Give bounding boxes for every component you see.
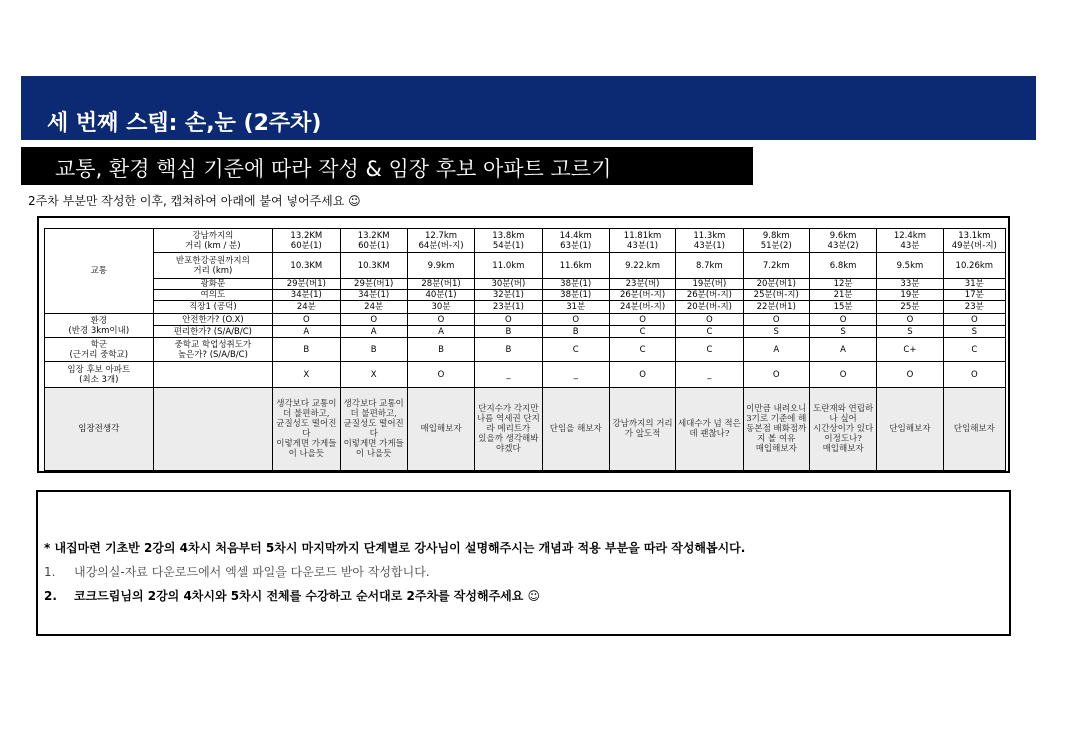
value-cell: _: [475, 362, 542, 388]
value-cell: O: [743, 362, 809, 388]
value-cell: 11.6km: [542, 253, 609, 279]
category-cell-thoughts: 임장전생각: [45, 388, 154, 471]
note-number: 1.: [44, 565, 56, 579]
apartment-table-panel: [37, 216, 1010, 473]
value-cell: 10.3KM: [273, 253, 340, 279]
value-cell: O: [609, 362, 675, 388]
value-cell: B: [340, 338, 407, 362]
value-cell: 29분(버1): [340, 279, 407, 290]
value-cell: C: [676, 326, 743, 338]
note-text: 코크드림님의 2강의 4차시와 5차시 전체를 수강하고 순서대로 2주차를 작성해주세요 ☺: [74, 589, 541, 603]
value-cell: X: [273, 362, 340, 388]
value-cell: S: [943, 326, 1005, 338]
subtitle-bar: [21, 147, 753, 185]
value-cell: O: [676, 314, 743, 326]
value-cell: 10.3KM: [340, 253, 407, 279]
value-cell: O: [877, 362, 943, 388]
value-cell: O: [407, 314, 474, 326]
value-cell: O: [943, 314, 1005, 326]
criterion-cell-han-river: 반포한강공원까지의 거리 (km): [153, 253, 273, 279]
handwritten-note-cell: 단지수가 각지만 나름 역세권 단지라 메리트가 있을까 생각해봐야겠다: [475, 388, 542, 471]
value-cell: 24분: [273, 301, 340, 314]
notes-panel: [36, 490, 1011, 636]
value-cell: A: [809, 338, 876, 362]
value-cell: O: [877, 314, 943, 326]
value-cell: 40분(1): [407, 290, 474, 301]
value-cell: O: [743, 314, 809, 326]
value-cell: 24분(버-지): [609, 301, 675, 314]
banner-title: 세 번째 스텝: 손,눈 (2주차): [47, 111, 322, 136]
value-cell: 6.8km: [809, 253, 876, 279]
value-cell: 17분: [943, 290, 1005, 301]
value-cell: C: [609, 338, 675, 362]
handwritten-note-cell: 도란재와 연립하나 싶어 시간상이가 있다 이정도나? 매입해보자: [809, 388, 876, 471]
value-cell: X: [340, 362, 407, 388]
value-cell: S: [743, 326, 809, 338]
value-cell: A: [743, 338, 809, 362]
value-cell: B: [542, 326, 609, 338]
category-cell-env: 환경 (반경 3km이내): [45, 314, 154, 338]
table-row-job1: [45, 301, 1006, 314]
criterion-cell-safety: 안전한가? (O.X): [153, 314, 273, 326]
value-cell: 20분(버1): [743, 279, 809, 290]
value-cell: 19분(버): [676, 279, 743, 290]
criterion-cell-gwanghwamun: 광화문: [153, 279, 273, 290]
value-cell: 38분(1): [542, 279, 609, 290]
value-cell: 24분: [340, 301, 407, 314]
criterion-cell-candidate: [153, 362, 273, 388]
header-banner: [21, 76, 1036, 140]
value-cell: 34분(1): [340, 290, 407, 301]
category-cell-school: 학군 (근거리 중학교): [45, 338, 154, 362]
value-cell: 14.4km 63분(1): [542, 229, 609, 253]
value-cell: A: [340, 326, 407, 338]
criterion-cell-yeouido: 여의도: [153, 290, 273, 301]
value-cell: 23분: [943, 301, 1005, 314]
handwritten-note-cell: 강남까지의 거리가 앞도적: [609, 388, 675, 471]
value-cell: 25분: [877, 301, 943, 314]
handwritten-note-cell: 매입해보자: [407, 388, 474, 471]
value-cell: S: [877, 326, 943, 338]
table-row-academic: [45, 338, 1006, 362]
value-cell: 28분(버1): [407, 279, 474, 290]
value-cell: 34분(1): [273, 290, 340, 301]
value-cell: O: [809, 362, 876, 388]
value-cell: C: [609, 326, 675, 338]
value-cell: 13.1km 49분(버-지): [943, 229, 1005, 253]
value-cell: S: [809, 326, 876, 338]
value-cell: 11.81km 43분(1): [609, 229, 675, 253]
value-cell: B: [475, 326, 542, 338]
value-cell: 11.3km 43분(1): [676, 229, 743, 253]
table-row-candidate: [45, 362, 1006, 388]
value-cell: 19분: [877, 290, 943, 301]
note-item: [44, 587, 540, 604]
value-cell: 25분(버-지): [743, 290, 809, 301]
value-cell: 9.8km 51분(2): [743, 229, 809, 253]
value-cell: 13.2KM 60분(1): [273, 229, 340, 253]
value-cell: B: [273, 338, 340, 362]
criterion-cell-job1: 직장1 (공덕): [153, 301, 273, 314]
value-cell: 38분(1): [542, 290, 609, 301]
value-cell: 26분(버-지): [676, 290, 743, 301]
handwritten-note-cell: 단임을 해보자: [542, 388, 609, 471]
value-cell: O: [609, 314, 675, 326]
value-cell: 30분(버): [475, 279, 542, 290]
criterion-cell-academic: 중학교 학업성취도가 높은가? (S/A/B/C): [153, 338, 273, 362]
table-row-distance: [45, 229, 1006, 253]
value-cell: 29분(버1): [273, 279, 340, 290]
handwritten-note-cell: 생각보다 교통이 더 불편하고, 균질성도 떨어진다 이렇게면 가게들이 나을듯: [273, 388, 340, 471]
value-cell: 23분(버): [609, 279, 675, 290]
criterion-cell-thoughts: [153, 388, 273, 471]
note-number: 2.: [44, 589, 57, 603]
value-cell: _: [676, 362, 743, 388]
value-cell: 21분: [809, 290, 876, 301]
value-cell: C+: [877, 338, 943, 362]
handwritten-note-cell: 단임해보자: [943, 388, 1005, 471]
value-cell: O: [943, 362, 1005, 388]
value-cell: 26분(버-지): [609, 290, 675, 301]
value-cell: O: [809, 314, 876, 326]
table-row-han-river: [45, 253, 1006, 279]
handwritten-note-cell: 세대수가 넘 적은데 괜찮나?: [676, 388, 743, 471]
value-cell: O: [273, 314, 340, 326]
value-cell: O: [475, 314, 542, 326]
value-cell: 32분(1): [475, 290, 542, 301]
note-main: * 내집마련 기초반 2강의 4차시 처음부터 5차시 마지막까지 단계별로 강사님이 설명해주시는 개념과 적용 부분을 따라 작성해봅시다.: [44, 541, 746, 555]
value-cell: 9.6km 43분(2): [809, 229, 876, 253]
value-cell: C: [943, 338, 1005, 362]
value-cell: 13.2KM 60분(1): [340, 229, 407, 253]
value-cell: 23분(1): [475, 301, 542, 314]
value-cell: 12.7km 64분(버-지): [407, 229, 474, 253]
value-cell: B: [407, 338, 474, 362]
value-cell: B: [475, 338, 542, 362]
subtitle-text: 교통, 환경 핵심 기준에 따라 작성 & 임장 후보 아파트 고르기: [55, 157, 612, 181]
value-cell: O: [340, 314, 407, 326]
note-text: 내강의실-자료 다운로드에서 엑셀 파일을 다운로드 받아 작성합니다.: [74, 565, 430, 579]
value-cell: 8.7km: [676, 253, 743, 279]
value-cell: 10.26km: [943, 253, 1005, 279]
handwritten-note-cell: 단임해보자: [877, 388, 943, 471]
value-cell: 31분: [542, 301, 609, 314]
value-cell: 30분: [407, 301, 474, 314]
value-cell: C: [676, 338, 743, 362]
table-row-gwanghwamun: [45, 279, 1006, 290]
value-cell: 12.4km 43분: [877, 229, 943, 253]
value-cell: 9.22.km: [609, 253, 675, 279]
value-cell: 20분(버-지): [676, 301, 743, 314]
value-cell: 22분(버1): [743, 301, 809, 314]
handwritten-note-cell: 이만큼 내려오니 3기로 기준에 해동본점 배화점까지 볼 여유 매입해보자: [743, 388, 809, 471]
table-row-safety: [45, 314, 1006, 326]
value-cell: O: [542, 314, 609, 326]
criterion-cell-convenience: 편리한가? (S/A/B/C): [153, 326, 273, 338]
value-cell: 11.0km: [475, 253, 542, 279]
value-cell: A: [273, 326, 340, 338]
category-cell-candidate: 임장 후보 아파트 (최소 3개): [45, 362, 154, 388]
value-cell: O: [407, 362, 474, 388]
value-cell: 9.9km: [407, 253, 474, 279]
instruction-text: 2주차 부분만 작성한 이후, 캡쳐하여 아래에 붙여 넣어주세요 ☺: [28, 194, 361, 208]
table-row-yeouido: [45, 290, 1006, 301]
category-cell-traffic: 교통: [45, 229, 154, 314]
value-cell: 7.2km: [743, 253, 809, 279]
value-cell: 9.5km: [877, 253, 943, 279]
note-item: [44, 563, 430, 580]
criterion-cell-distance: 강남까지의 거리 (km / 분): [153, 229, 273, 253]
table-row-thoughts: [45, 388, 1006, 471]
value-cell: _: [542, 362, 609, 388]
value-cell: A: [407, 326, 474, 338]
value-cell: 15분: [809, 301, 876, 314]
table-row-convenience: [45, 326, 1006, 338]
value-cell: 33분: [877, 279, 943, 290]
value-cell: C: [542, 338, 609, 362]
value-cell: 31분: [943, 279, 1005, 290]
handwritten-note-cell: 생각보다 교통이 더 불편하고, 균질성도 떨어진다 이렇게면 가게들이 나을듯: [340, 388, 407, 471]
apartment-criteria-table: [44, 228, 1006, 471]
value-cell: 12분: [809, 279, 876, 290]
value-cell: 13.8km 54분(1): [475, 229, 542, 253]
